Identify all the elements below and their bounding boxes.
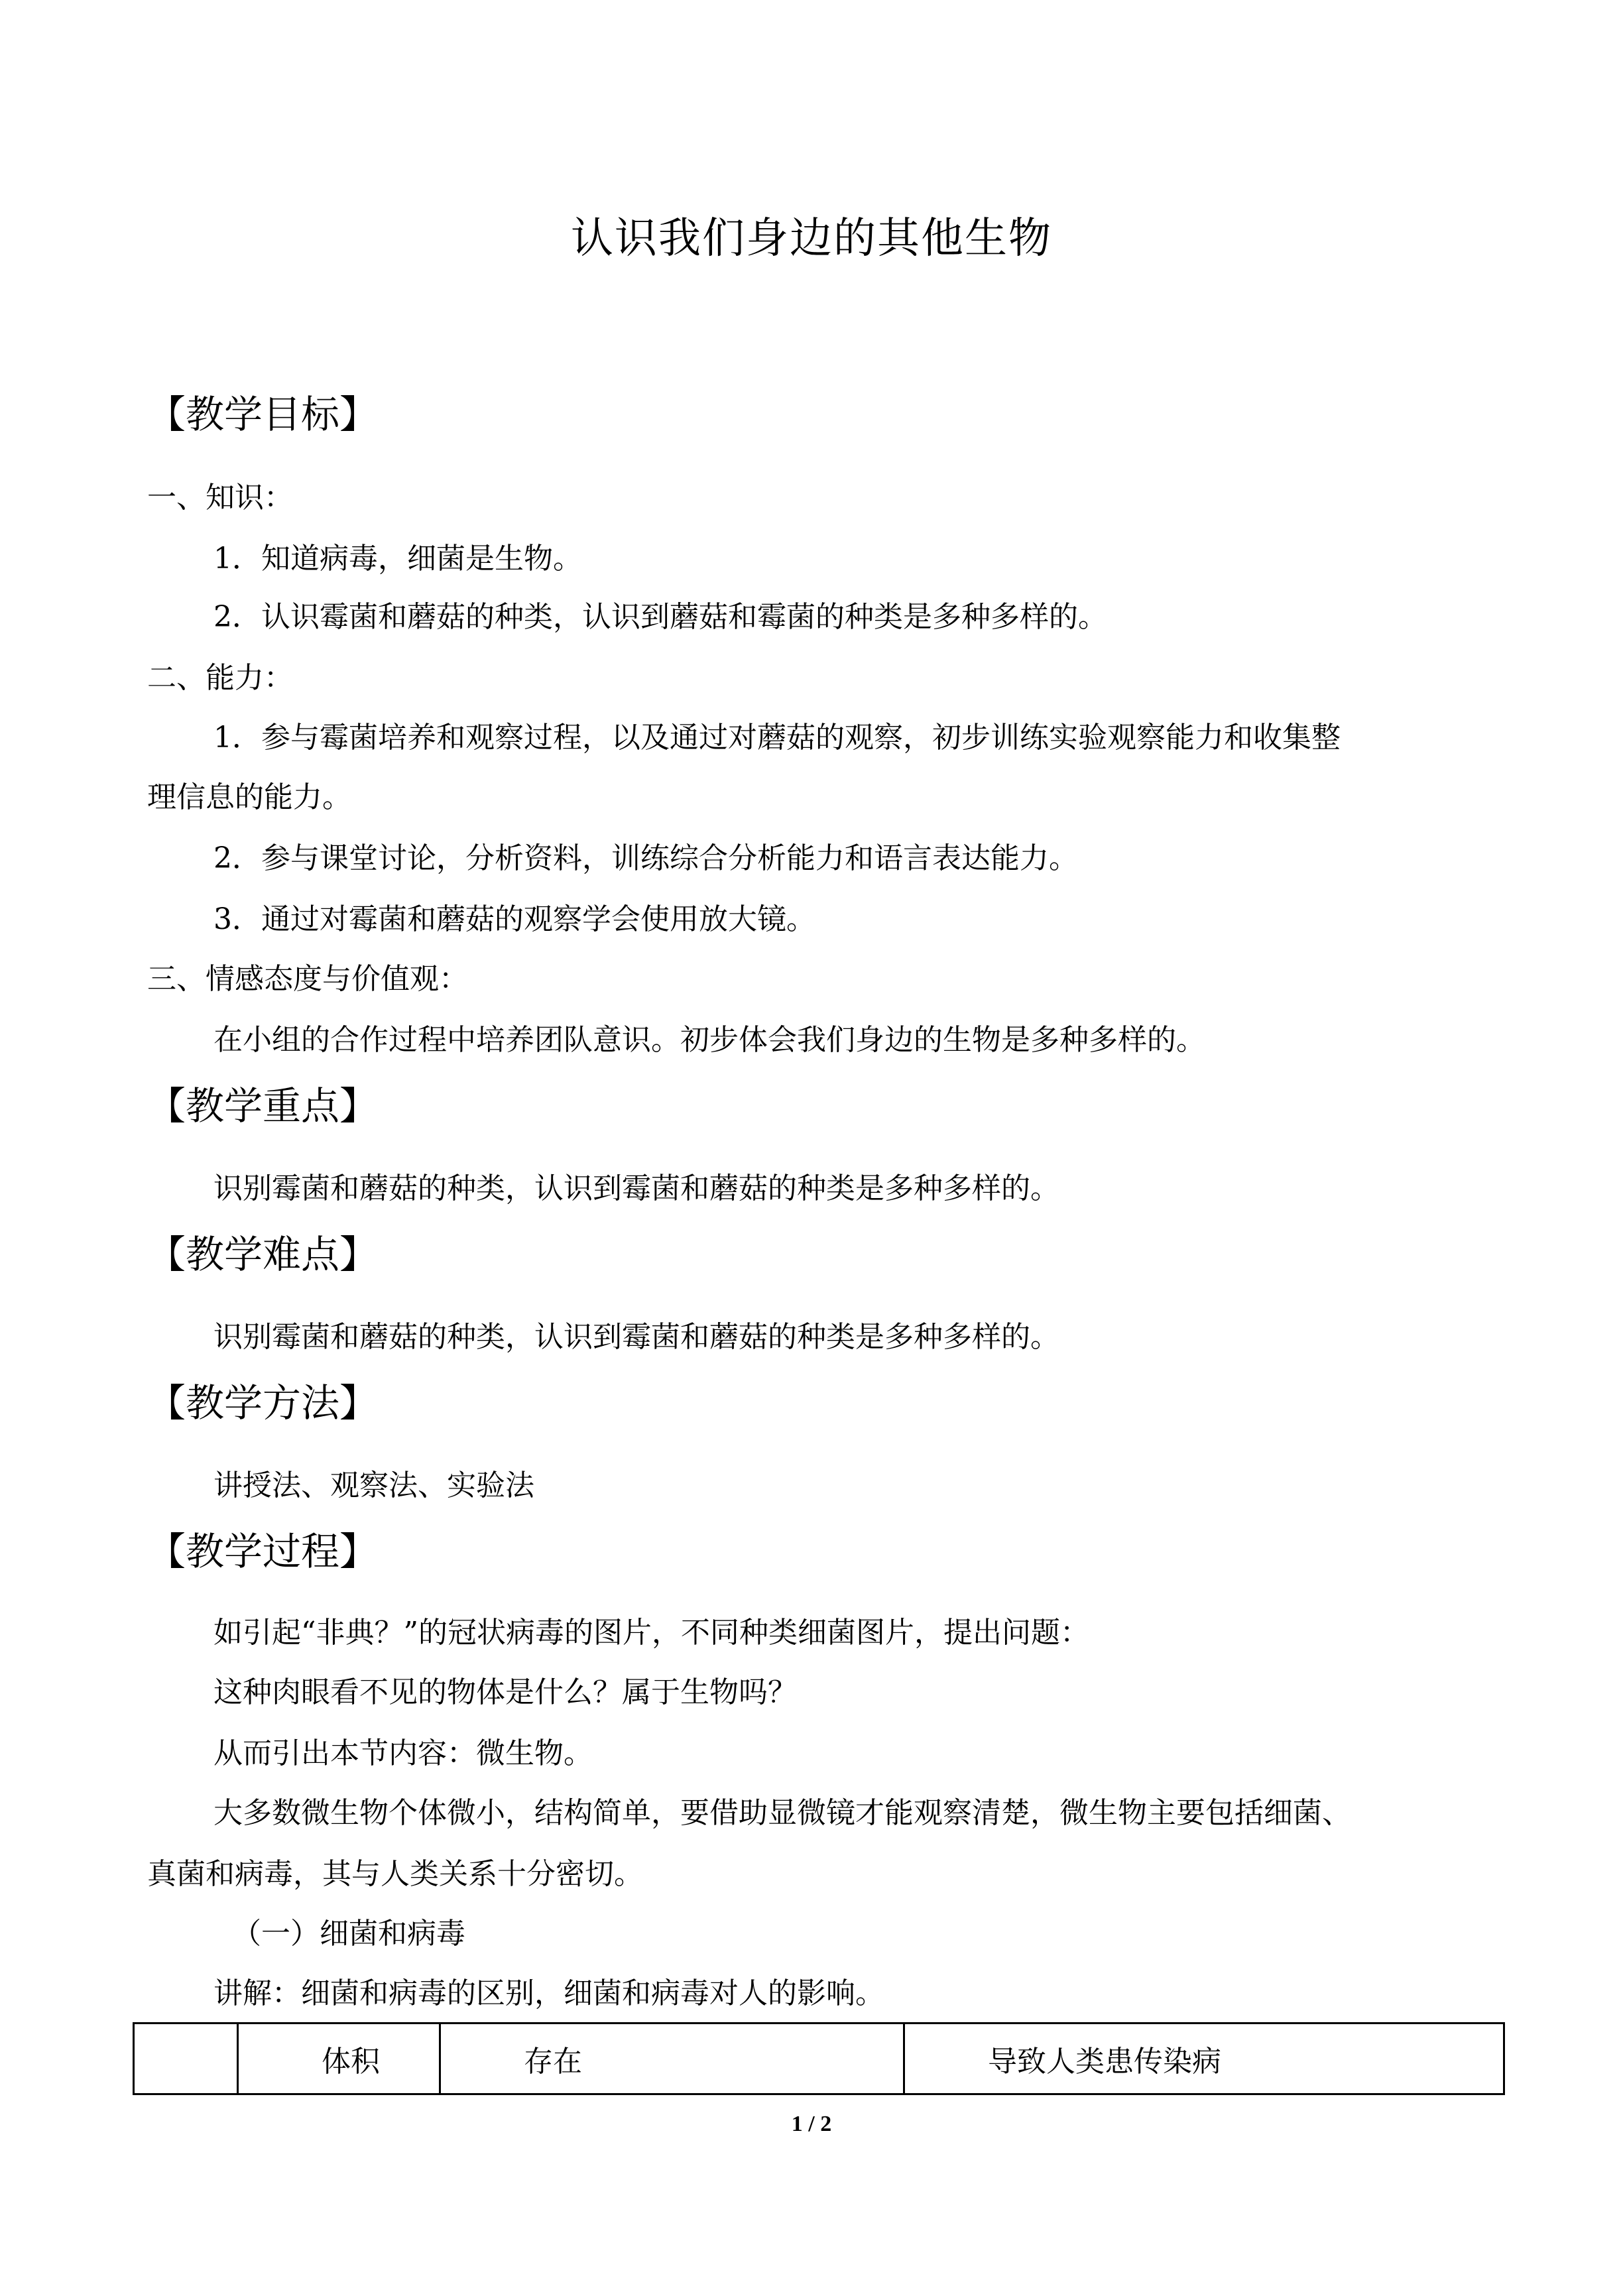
- comparison-table: [133, 2022, 1505, 2095]
- process-paragraph-3: 从而引出本节内容：微生物。: [213, 1736, 593, 1770]
- knowledge-item-2: 2．认识霉菌和蘑菇的种类，认识到蘑菇和霉菌的种类是多种多样的。: [213, 600, 1107, 634]
- process-paragraph-1: 如引起“非典？”的冠状病毒的图片，不同种类细菌图片，提出问题：: [213, 1616, 1089, 1650]
- knowledge-label: 一、知识：: [147, 481, 293, 514]
- attitude-label: 三、情感态度与价值观：: [147, 962, 468, 996]
- ability-item-1-line-2: 理信息的能力。: [147, 780, 351, 814]
- section-heading-objectives: 【教学目标】: [147, 392, 379, 437]
- key-points-text: 识别霉菌和蘑菇的种类，认识到霉菌和蘑菇的种类是多种多样的。: [213, 1172, 1059, 1205]
- knowledge-item-1: 1．知道病毒，细菌是生物。: [213, 542, 582, 575]
- ability-item-2: 2．参与课堂讨论，分析资料，训练综合分析能力和语言表达能力。: [213, 841, 1078, 875]
- page-number: 1 / 2: [791, 2112, 832, 2136]
- methods-text: 讲授法、观察法、实验法: [213, 1469, 534, 1502]
- process-paragraph-2: 这种肉眼看不见的物体是什么？属于生物吗？: [213, 1675, 797, 1709]
- process-subheading-1: （一）细菌和病毒: [232, 1917, 465, 1951]
- table-header-cell: 存在: [440, 2024, 904, 2094]
- ability-item-1-line-1: 1．参与霉菌培养和观察过程，以及通过对蘑菇的观察，初步训练实验观察能力和收集整: [213, 721, 1341, 755]
- table-header-cell: 导致人类患传染病: [904, 2024, 1504, 2094]
- section-heading-difficulties: 【教学难点】: [147, 1232, 379, 1277]
- section-heading-process: 【教学过程】: [147, 1529, 379, 1574]
- table-row: [134, 2024, 1504, 2094]
- difficulties-text: 识别霉菌和蘑菇的种类，认识到霉菌和蘑菇的种类是多种多样的。: [213, 1320, 1059, 1354]
- process-paragraph-4-line-2: 真菌和病毒，其与人类关系十分密切。: [147, 1857, 643, 1891]
- process-paragraph-5: 讲解：细菌和病毒的区别，细菌和病毒对人的影响。: [213, 1976, 884, 2010]
- attitude-text: 在小组的合作过程中培养团队意识。初步体会我们身边的生物是多种多样的。: [213, 1023, 1205, 1057]
- process-paragraph-4-line-1: 大多数微生物个体微小，结构简单，要借助显微镜才能观察清楚，微生物主要包括细菌、: [213, 1796, 1351, 1830]
- table-header-cell: 体积: [238, 2024, 440, 2094]
- ability-label: 二、能力：: [147, 661, 293, 695]
- ability-item-3: 3．通过对霉菌和蘑菇的观察学会使用放大镜。: [213, 902, 815, 936]
- table-header-cell: [134, 2024, 238, 2094]
- section-heading-key-points: 【教学重点】: [147, 1083, 379, 1128]
- document-title: 认识我们身边的其他生物: [571, 214, 1052, 263]
- section-heading-methods: 【教学方法】: [147, 1380, 379, 1425]
